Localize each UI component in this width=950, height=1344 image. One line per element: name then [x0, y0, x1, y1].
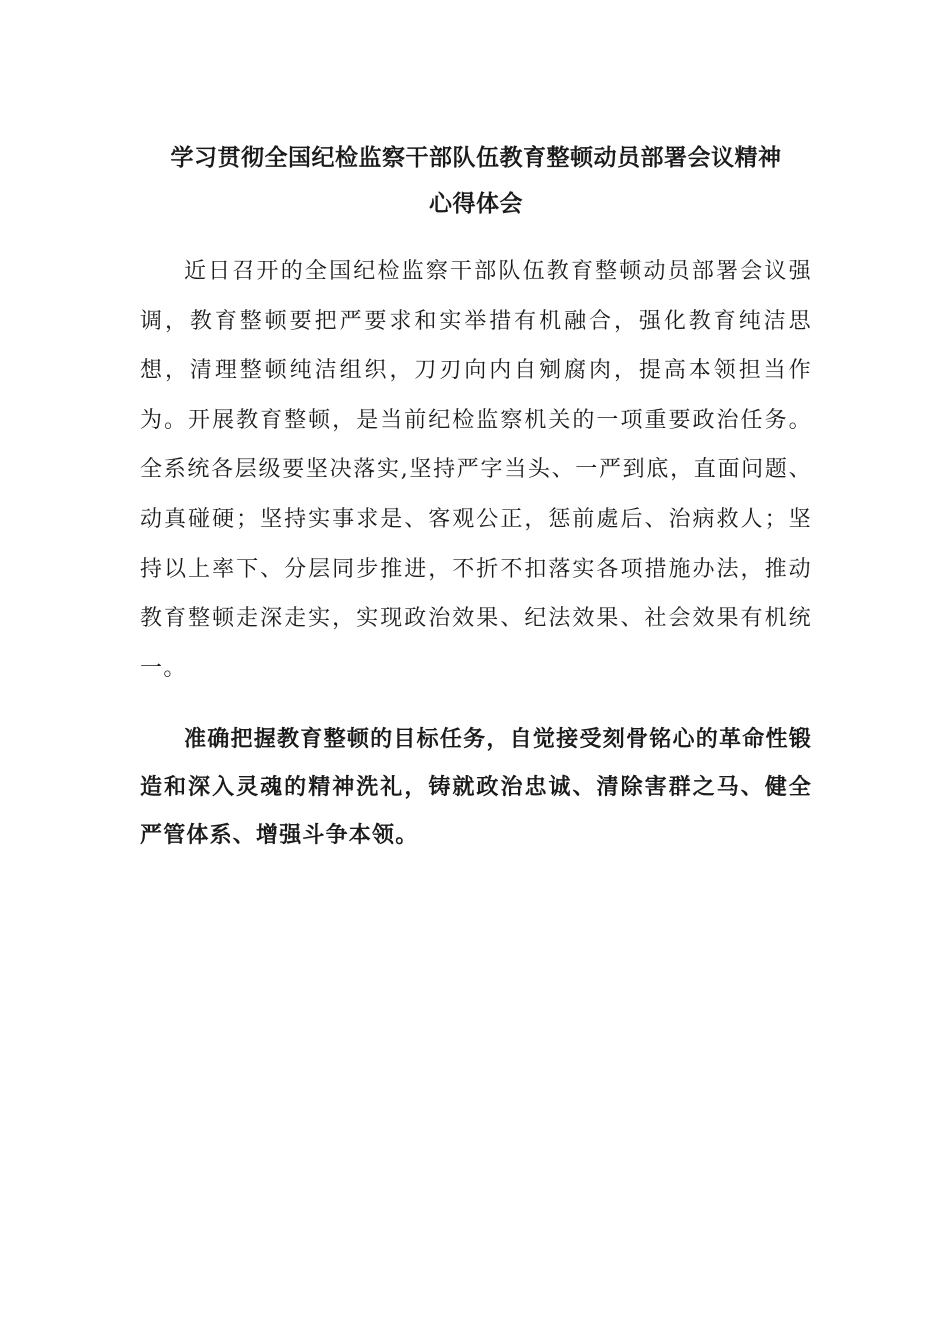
- title-line-2: 心得体会: [429, 190, 523, 217]
- body-paragraph-1: 近日召开的全国纪检监察干部队伍教育整顿动员部署会议强调，教育整顿要把严要求和实举措有机融合，强化教育纯洁思想，清理整顿纯洁组织，刀刃向内自剜腐肉，提高本领担当作为。开展教育整顿，是当前纪检监察机关的一项重要政治任务。全系统各层级要坚决落实,坚持严字当头、一严到底，直面问题、动真碰硬；坚持实事求是、客观公正，惩前處后、治病救人；坚持以上率下、分层同步推进，不折不扣落实各项措施办法，推动教育整顿走深走实，实现政治效果、纪法效果、社会效果有机统一。: [140, 259, 812, 681]
- document-title: [140, 135, 812, 227]
- body-paragraph-2-bold: 准确把握教育整顿的目标任务，自觉接受刻骨铭心的革命性锻造和深入灵魂的精神洗礼，铸就政治忠诚、清除害群之马、健全严管体系、增强斗争本领。: [140, 726, 812, 849]
- document-content: [140, 135, 812, 859]
- title-line-1: 学习贯彻全国纪检监察干部队伍教育整顿动员部署会议精神: [170, 144, 782, 171]
